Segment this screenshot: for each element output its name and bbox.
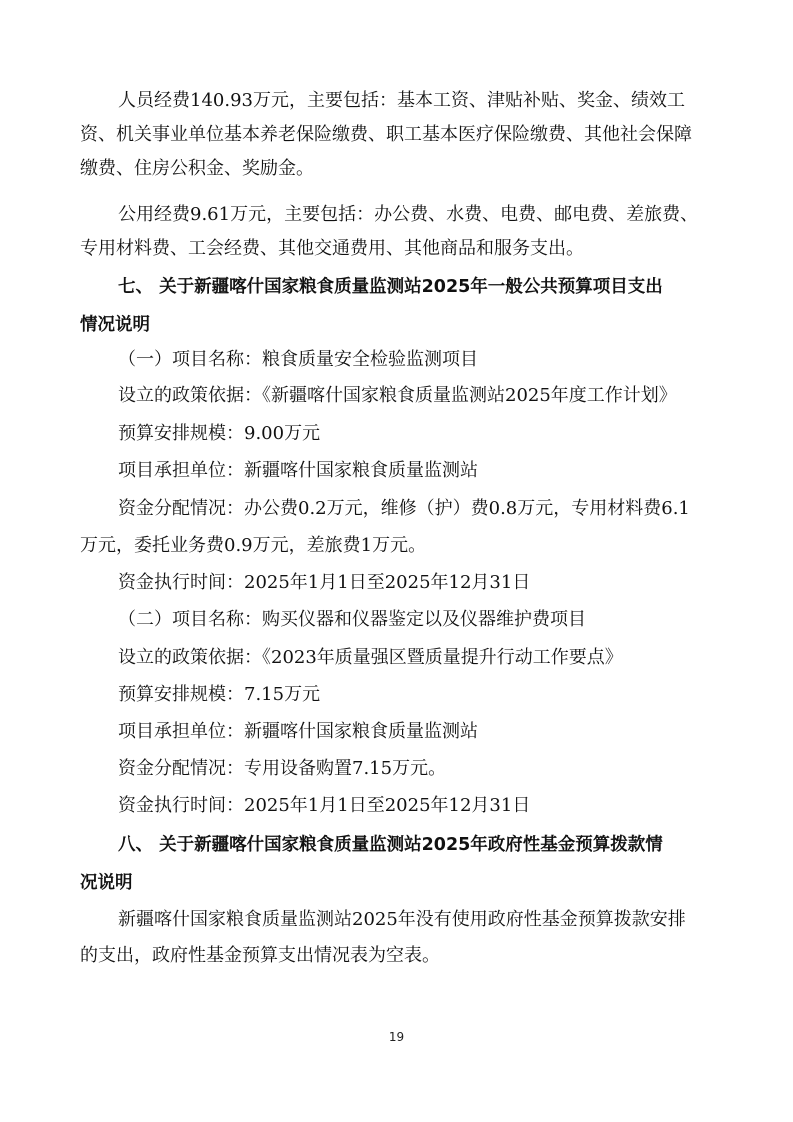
section-8-body-line-2: 的支出，政府性基金预算支出情况表为空表。 [80,945,440,966]
project-1-allocation-line-2: 万元，委托业务费0.9万元，差旅费1万元。 [80,535,427,556]
page-number: 19 [388,1030,405,1044]
project-2-scale: 预算安排规模：7.15万元 [118,684,321,705]
section-8-heading-line-2: 况说明 [80,873,133,893]
paragraph-personnel-line-1: 人员经费140.93万元，主要包括：基本工资、津贴补贴、奖金、绩效工 [118,90,685,111]
project-2-basis: 设立的政策依据：《2023年质量强区暨质量提升行动工作要点》 [118,647,623,668]
project-1-allocation-line-1: 资金分配情况：办公费0.2万元，维修（护）费0.8万元，专用材料费6.1 [118,498,690,519]
project-2-period: 资金执行时间：2025年1月1日至2025年12月31日 [118,795,531,816]
project-1-scale: 预算安排规模：9.00万元 [118,423,321,444]
project-2-allocation: 资金分配情况：专用设备购置7.15万元。 [118,758,447,779]
section-8-body-line-1: 新疆喀什国家粮食质量监测站2025年没有使用政府性基金预算拨款安排 [118,909,686,930]
project-1-basis: 设立的政策依据：《新疆喀什国家粮食质量监测站2025年度工作计划》 [118,385,677,406]
project-2-unit: 项目承担单位：新疆喀什国家粮食质量监测站 [118,721,478,742]
paragraph-personnel-line-3: 缴费、住房公积金、奖励金。 [80,158,314,179]
section-7-heading-line-1: 七、 关于新疆喀什国家粮食质量监测站2025年一般公共预算项目支出 [118,277,663,297]
paragraph-public-line-1: 公用经费9.61万元，主要包括：办公费、水费、电费、邮电费、差旅费、 [118,204,699,225]
section-8-heading-line-1: 八、 关于新疆喀什国家粮食质量监测站2025年政府性基金预算拨款情 [118,835,663,855]
project-2-name: （二）项目名称：购买仪器和仪器鉴定以及仪器维护费项目 [118,609,586,630]
project-1-unit: 项目承担单位：新疆喀什国家粮食质量监测站 [118,460,478,481]
section-7-heading-line-2: 情况说明 [80,315,150,335]
paragraph-public-line-2: 专用材料费、工会经费、其他交通费用、其他商品和服务支出。 [80,238,584,259]
project-1-period: 资金执行时间：2025年1月1日至2025年12月31日 [118,572,531,593]
project-1-name: （一）项目名称：粮食质量安全检验监测项目 [118,349,478,370]
paragraph-personnel-line-2: 资、机关事业单位基本养老保险缴费、职工基本医疗保险缴费、其他社会保障 [80,124,692,145]
